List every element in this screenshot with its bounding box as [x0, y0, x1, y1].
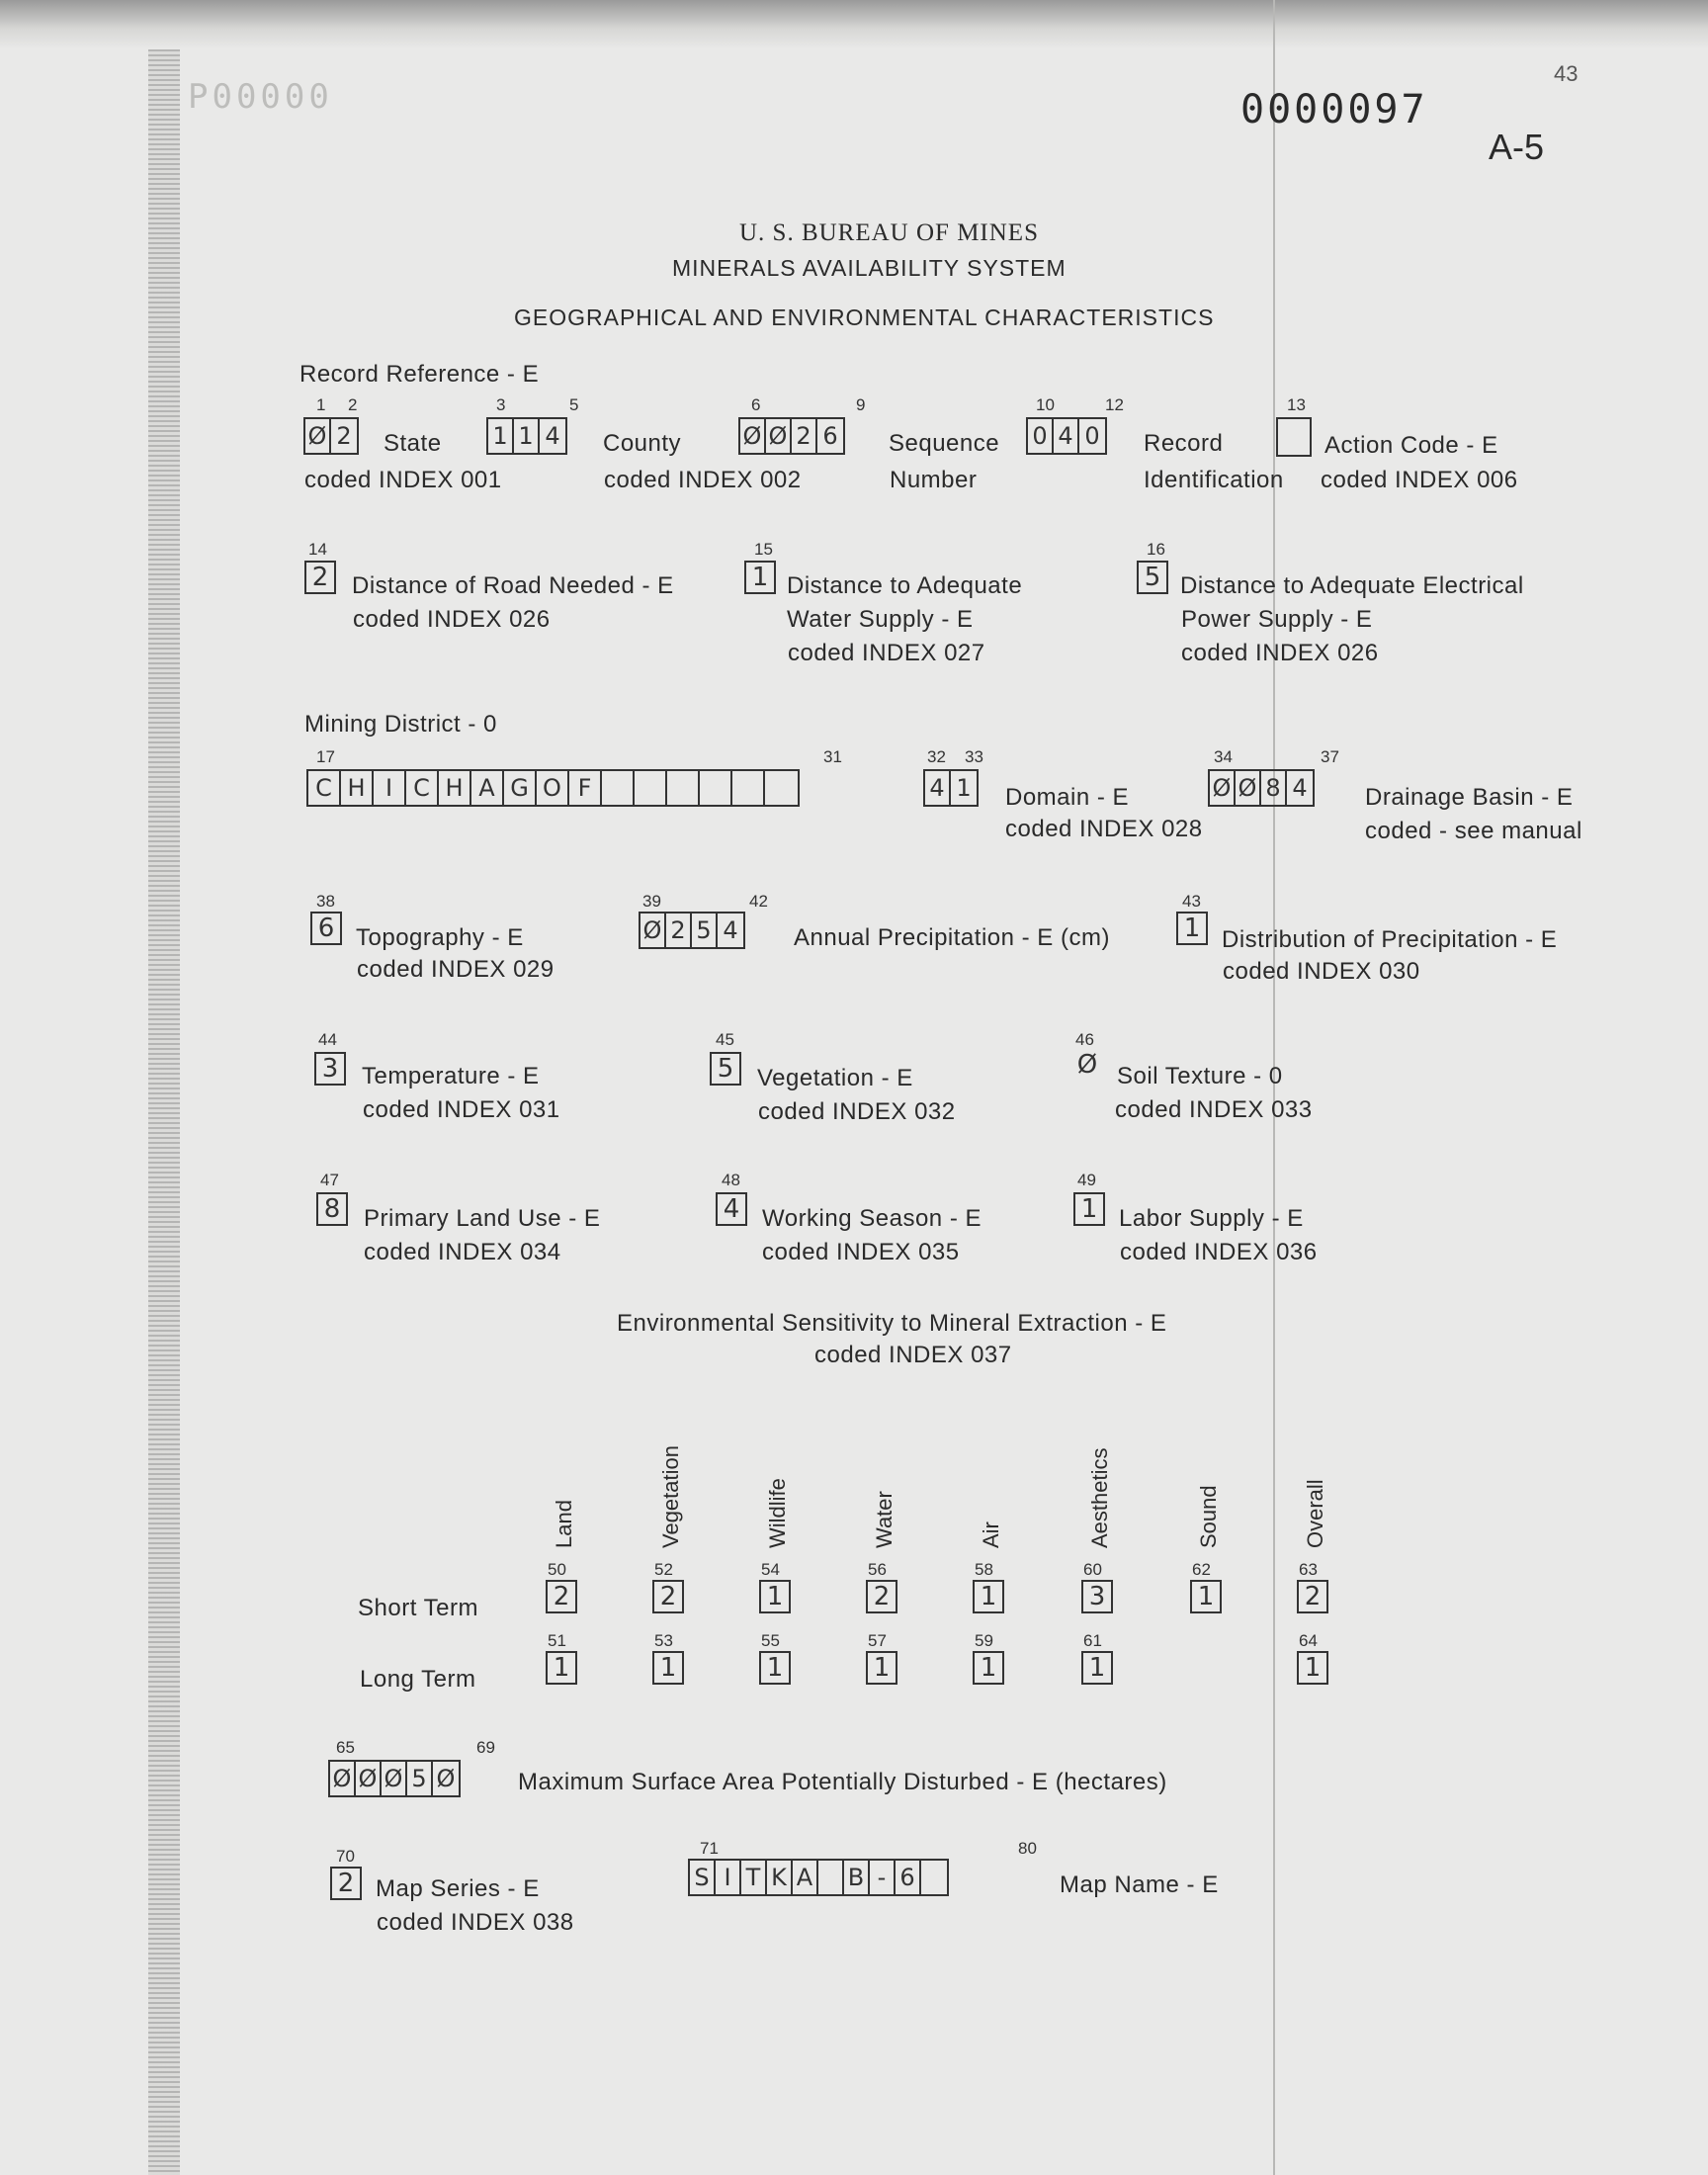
long-term-box[interactable]: 1: [546, 1651, 577, 1685]
short-term-box[interactable]: 1: [1190, 1580, 1222, 1613]
map-name-char: -: [870, 1861, 896, 1894]
drainage-basin-label: Drainage Basin - E: [1365, 784, 1574, 811]
col-number: 46: [1075, 1030, 1094, 1049]
col-number: 5: [569, 395, 579, 414]
col-number: 2: [348, 395, 358, 414]
drainage-digit: Ø: [1210, 771, 1236, 805]
water-distance-label: Distance to Adequate: [787, 572, 1023, 599]
col-number: 31: [823, 747, 842, 766]
working-season-label: Working Season - E: [762, 1205, 982, 1232]
sensitivity-index: coded INDEX 037: [814, 1342, 1012, 1368]
vegetation-box[interactable]: 5: [710, 1052, 741, 1086]
vegetation-index: coded INDEX 032: [758, 1098, 956, 1125]
county-label: County: [603, 430, 682, 457]
col-number: 63: [1299, 1560, 1318, 1579]
map-name-char: A: [793, 1861, 818, 1894]
map-name-char: [921, 1861, 947, 1894]
col-number: 6: [751, 395, 761, 414]
precipitation-digit: 5: [692, 914, 718, 947]
district-char: [602, 771, 635, 805]
district-char: H: [439, 771, 471, 805]
col-number: 54: [761, 1560, 780, 1579]
col-number: 80: [1018, 1839, 1037, 1858]
col-number: 33: [965, 747, 983, 766]
col-number: 14: [308, 540, 327, 559]
precipitation-label: Annual Precipitation - E (cm): [794, 924, 1110, 951]
district-char: [700, 771, 732, 805]
state-digit: Ø: [305, 419, 331, 453]
surface-digit: 5: [407, 1762, 433, 1795]
col-number: 38: [316, 892, 335, 911]
sensitivity-header: Land: [552, 1500, 576, 1548]
state-index: coded INDEX 001: [304, 467, 502, 493]
sequence-digit: 2: [792, 419, 817, 453]
drainage-basin-field[interactable]: [1208, 769, 1315, 807]
district-char: C: [406, 771, 439, 805]
sensitivity-header: Sound: [1196, 1485, 1221, 1548]
col-number: 39: [642, 892, 661, 911]
long-term-box[interactable]: 1: [1081, 1651, 1113, 1685]
map-name-char: T: [741, 1861, 767, 1894]
col-number: 51: [548, 1631, 566, 1650]
short-term-box[interactable]: 3: [1081, 1580, 1113, 1613]
road-distance-box[interactable]: 2: [304, 561, 336, 594]
sequence-digit: Ø: [740, 419, 766, 453]
col-number: 32: [927, 747, 946, 766]
map-name-char: 6: [896, 1861, 921, 1894]
distribution-index: coded INDEX 030: [1223, 958, 1420, 985]
drainage-digit: 8: [1261, 771, 1287, 805]
col-number: 50: [548, 1560, 566, 1579]
drainage-digit: 4: [1292, 774, 1308, 802]
system-title: MINERALS AVAILABILITY SYSTEM: [672, 255, 1067, 281]
power-distance-label: Distance to Adequate Electrical: [1180, 572, 1524, 599]
map-series-box[interactable]: 2: [330, 1867, 362, 1900]
page-note: 43: [1554, 61, 1579, 86]
district-char: [635, 771, 667, 805]
col-number: 15: [754, 540, 773, 559]
action-code-label: Action Code - E: [1324, 432, 1498, 459]
water-distance-box[interactable]: 1: [744, 561, 776, 594]
state-digit: 2: [336, 422, 352, 450]
record-id-digit: 0: [1084, 422, 1100, 450]
record-id-sub: Identification: [1144, 467, 1284, 493]
water-distance-index: coded INDEX 027: [788, 640, 985, 666]
map-name-char: [818, 1861, 844, 1894]
agency-title: U. S. BUREAU OF MINES: [739, 219, 1039, 246]
col-number: 44: [318, 1030, 337, 1049]
district-char: [765, 771, 798, 805]
col-number: 53: [654, 1631, 673, 1650]
long-term-box[interactable]: 1: [1297, 1651, 1328, 1685]
map-name-label: Map Name - E: [1060, 1871, 1219, 1898]
long-term-box[interactable]: 1: [652, 1651, 684, 1685]
county-digit: 1: [514, 419, 540, 453]
domain-digit: 1: [956, 774, 972, 802]
surface-digit: Ø: [436, 1765, 456, 1792]
col-number: 10: [1036, 395, 1055, 414]
col-number: 70: [336, 1847, 355, 1866]
sensitivity-header: Wildlife: [765, 1478, 790, 1548]
map-name-char: S: [690, 1861, 716, 1894]
long-term-box[interactable]: 1: [759, 1651, 791, 1685]
labor-supply-index: coded INDEX 036: [1120, 1239, 1318, 1265]
domain-field[interactable]: [923, 769, 979, 807]
district-char: [667, 771, 700, 805]
surface-area-field[interactable]: [328, 1760, 461, 1797]
domain-label: Domain - E: [1005, 784, 1130, 811]
col-number: 60: [1083, 1560, 1102, 1579]
document-number: 0000097: [1240, 87, 1428, 132]
short-term-box[interactable]: 1: [973, 1580, 1004, 1613]
long-term-box[interactable]: 1: [973, 1651, 1004, 1685]
mining-district-field[interactable]: [306, 769, 800, 807]
col-number: 13: [1287, 395, 1306, 414]
sequence-digit: Ø: [766, 419, 792, 453]
long-term-label: Long Term: [360, 1666, 476, 1693]
sensitivity-header: Air: [979, 1522, 1003, 1548]
working-season-box[interactable]: 4: [716, 1192, 747, 1226]
col-number: 57: [868, 1631, 887, 1650]
temperature-box[interactable]: 3: [314, 1052, 346, 1086]
faded-stamp: P00000: [188, 77, 333, 117]
col-number: 64: [1299, 1631, 1318, 1650]
soil-texture-index: coded INDEX 033: [1115, 1096, 1313, 1123]
short-term-label: Short Term: [358, 1595, 478, 1621]
col-number: 47: [320, 1171, 339, 1189]
col-number: 56: [868, 1560, 887, 1579]
col-number: 49: [1077, 1171, 1096, 1189]
power-distance-label2: Power Supply - E: [1181, 606, 1373, 633]
state-field[interactable]: [303, 417, 359, 455]
col-number: 52: [654, 1560, 673, 1579]
binding-edge: [148, 49, 180, 2175]
domain-digit: 4: [925, 771, 951, 805]
record-id-digit: 0: [1028, 419, 1054, 453]
short-term-box[interactable]: 2: [652, 1580, 684, 1613]
col-number: 17: [316, 747, 335, 766]
col-number: 62: [1192, 1560, 1211, 1579]
land-use-index: coded INDEX 034: [364, 1239, 561, 1265]
sensitivity-header: Overall: [1303, 1479, 1327, 1548]
county-digit: 1: [488, 419, 514, 453]
working-season-index: coded INDEX 035: [762, 1239, 960, 1265]
map-name-char: K: [767, 1861, 793, 1894]
sensitivity-title: Environmental Sensitivity to Mineral Extraction - E: [617, 1310, 1167, 1337]
map-name-field[interactable]: [688, 1859, 949, 1896]
scan-edge-top: [0, 0, 1708, 49]
col-number: 37: [1321, 747, 1339, 766]
map-name-char: I: [716, 1861, 741, 1894]
record-id-digit: 4: [1054, 419, 1079, 453]
action-code-index: coded INDEX 006: [1321, 467, 1518, 493]
sensitivity-header: Water: [872, 1491, 897, 1548]
action-code-box[interactable]: [1276, 417, 1312, 457]
sequence-label: Sequence: [889, 430, 1000, 457]
col-number: 71: [700, 1839, 719, 1858]
state-label: State: [384, 430, 442, 457]
land-use-box[interactable]: 8: [316, 1192, 348, 1226]
col-number: 58: [975, 1560, 993, 1579]
precipitation-digit: 4: [723, 916, 738, 944]
surface-digit: Ø: [382, 1762, 407, 1795]
topography-label: Topography - E: [356, 924, 524, 951]
col-number: 1: [316, 395, 326, 414]
district-char: [732, 771, 765, 805]
water-distance-label2: Water Supply - E: [787, 606, 974, 633]
topography-index: coded INDEX 029: [357, 956, 555, 983]
col-number: 48: [722, 1171, 740, 1189]
drainage-digit: Ø: [1236, 771, 1261, 805]
appendix-label: A-5: [1489, 127, 1545, 167]
sensitivity-header: Vegetation: [658, 1445, 683, 1548]
short-term-box[interactable]: 1: [759, 1580, 791, 1613]
distribution-box[interactable]: 1: [1176, 912, 1208, 945]
mining-district-label: Mining District - 0: [304, 711, 497, 738]
district-char: C: [308, 771, 341, 805]
power-distance-index: coded INDEX 026: [1181, 640, 1379, 666]
map-series-label: Map Series - E: [376, 1875, 540, 1902]
precipitation-digit: Ø: [640, 914, 666, 947]
short-term-box[interactable]: 2: [1297, 1580, 1328, 1613]
long-term-box[interactable]: 1: [866, 1651, 897, 1685]
soil-texture-label: Soil Texture - 0: [1117, 1063, 1283, 1089]
county-digit: 4: [545, 422, 560, 450]
short-term-box[interactable]: 2: [546, 1580, 577, 1613]
vegetation-label: Vegetation - E: [757, 1065, 913, 1091]
temperature-label: Temperature - E: [362, 1063, 540, 1089]
district-char: H: [341, 771, 374, 805]
topography-box[interactable]: 6: [310, 912, 342, 945]
record-id-field[interactable]: [1026, 417, 1107, 455]
col-number: 9: [856, 395, 866, 414]
labor-supply-label: Labor Supply - E: [1119, 1205, 1304, 1232]
precipitation-field[interactable]: [639, 912, 745, 949]
county-field[interactable]: [486, 417, 567, 455]
col-number: 16: [1147, 540, 1165, 559]
temperature-index: coded INDEX 031: [363, 1096, 560, 1123]
surface-digit: Ø: [330, 1762, 356, 1795]
drainage-basin-sub: coded - see manual: [1365, 818, 1582, 844]
road-distance-index: coded INDEX 026: [353, 606, 551, 633]
sequence-field[interactable]: [738, 417, 845, 455]
county-index: coded INDEX 002: [604, 467, 802, 493]
record-reference-label: Record Reference - E: [299, 361, 540, 388]
district-char: O: [537, 771, 569, 805]
col-number: 45: [716, 1030, 734, 1049]
col-number: 65: [336, 1738, 355, 1757]
labor-supply-box[interactable]: 1: [1073, 1192, 1105, 1226]
short-term-box[interactable]: 2: [866, 1580, 897, 1613]
col-number: 3: [496, 395, 506, 414]
col-number: 12: [1105, 395, 1124, 414]
surface-digit: Ø: [356, 1762, 382, 1795]
record-id-label: Record: [1144, 430, 1224, 457]
col-number: 69: [476, 1738, 495, 1757]
land-use-label: Primary Land Use - E: [364, 1205, 601, 1232]
sequence-sub: Number: [890, 467, 978, 493]
map-name-char: B: [844, 1861, 870, 1894]
col-number: 59: [975, 1631, 993, 1650]
form-title: GEOGRAPHICAL AND ENVIRONMENTAL CHARACTERISTICS: [514, 304, 1215, 330]
district-char: F: [569, 771, 602, 805]
sequence-digit: 6: [822, 422, 838, 450]
district-char: A: [471, 771, 504, 805]
sensitivity-header: Aesthetics: [1087, 1447, 1112, 1548]
domain-index: coded INDEX 028: [1005, 816, 1203, 842]
power-distance-box[interactable]: 5: [1137, 561, 1168, 594]
precipitation-digit: 2: [666, 914, 692, 947]
col-number: 42: [749, 892, 768, 911]
map-series-index: coded INDEX 038: [377, 1909, 574, 1936]
distribution-label: Distribution of Precipitation - E: [1222, 926, 1558, 953]
district-char: I: [374, 771, 406, 805]
col-number: 61: [1083, 1631, 1102, 1650]
col-number: 43: [1182, 892, 1201, 911]
soil-texture-box[interactable]: Ø: [1076, 1050, 1098, 1080]
col-number: 55: [761, 1631, 780, 1650]
col-number: 34: [1214, 747, 1233, 766]
road-distance-label: Distance of Road Needed - E: [352, 572, 674, 599]
district-char: G: [504, 771, 537, 805]
surface-area-label: Maximum Surface Area Potentially Disturbed - E (hectares): [518, 1769, 1167, 1795]
